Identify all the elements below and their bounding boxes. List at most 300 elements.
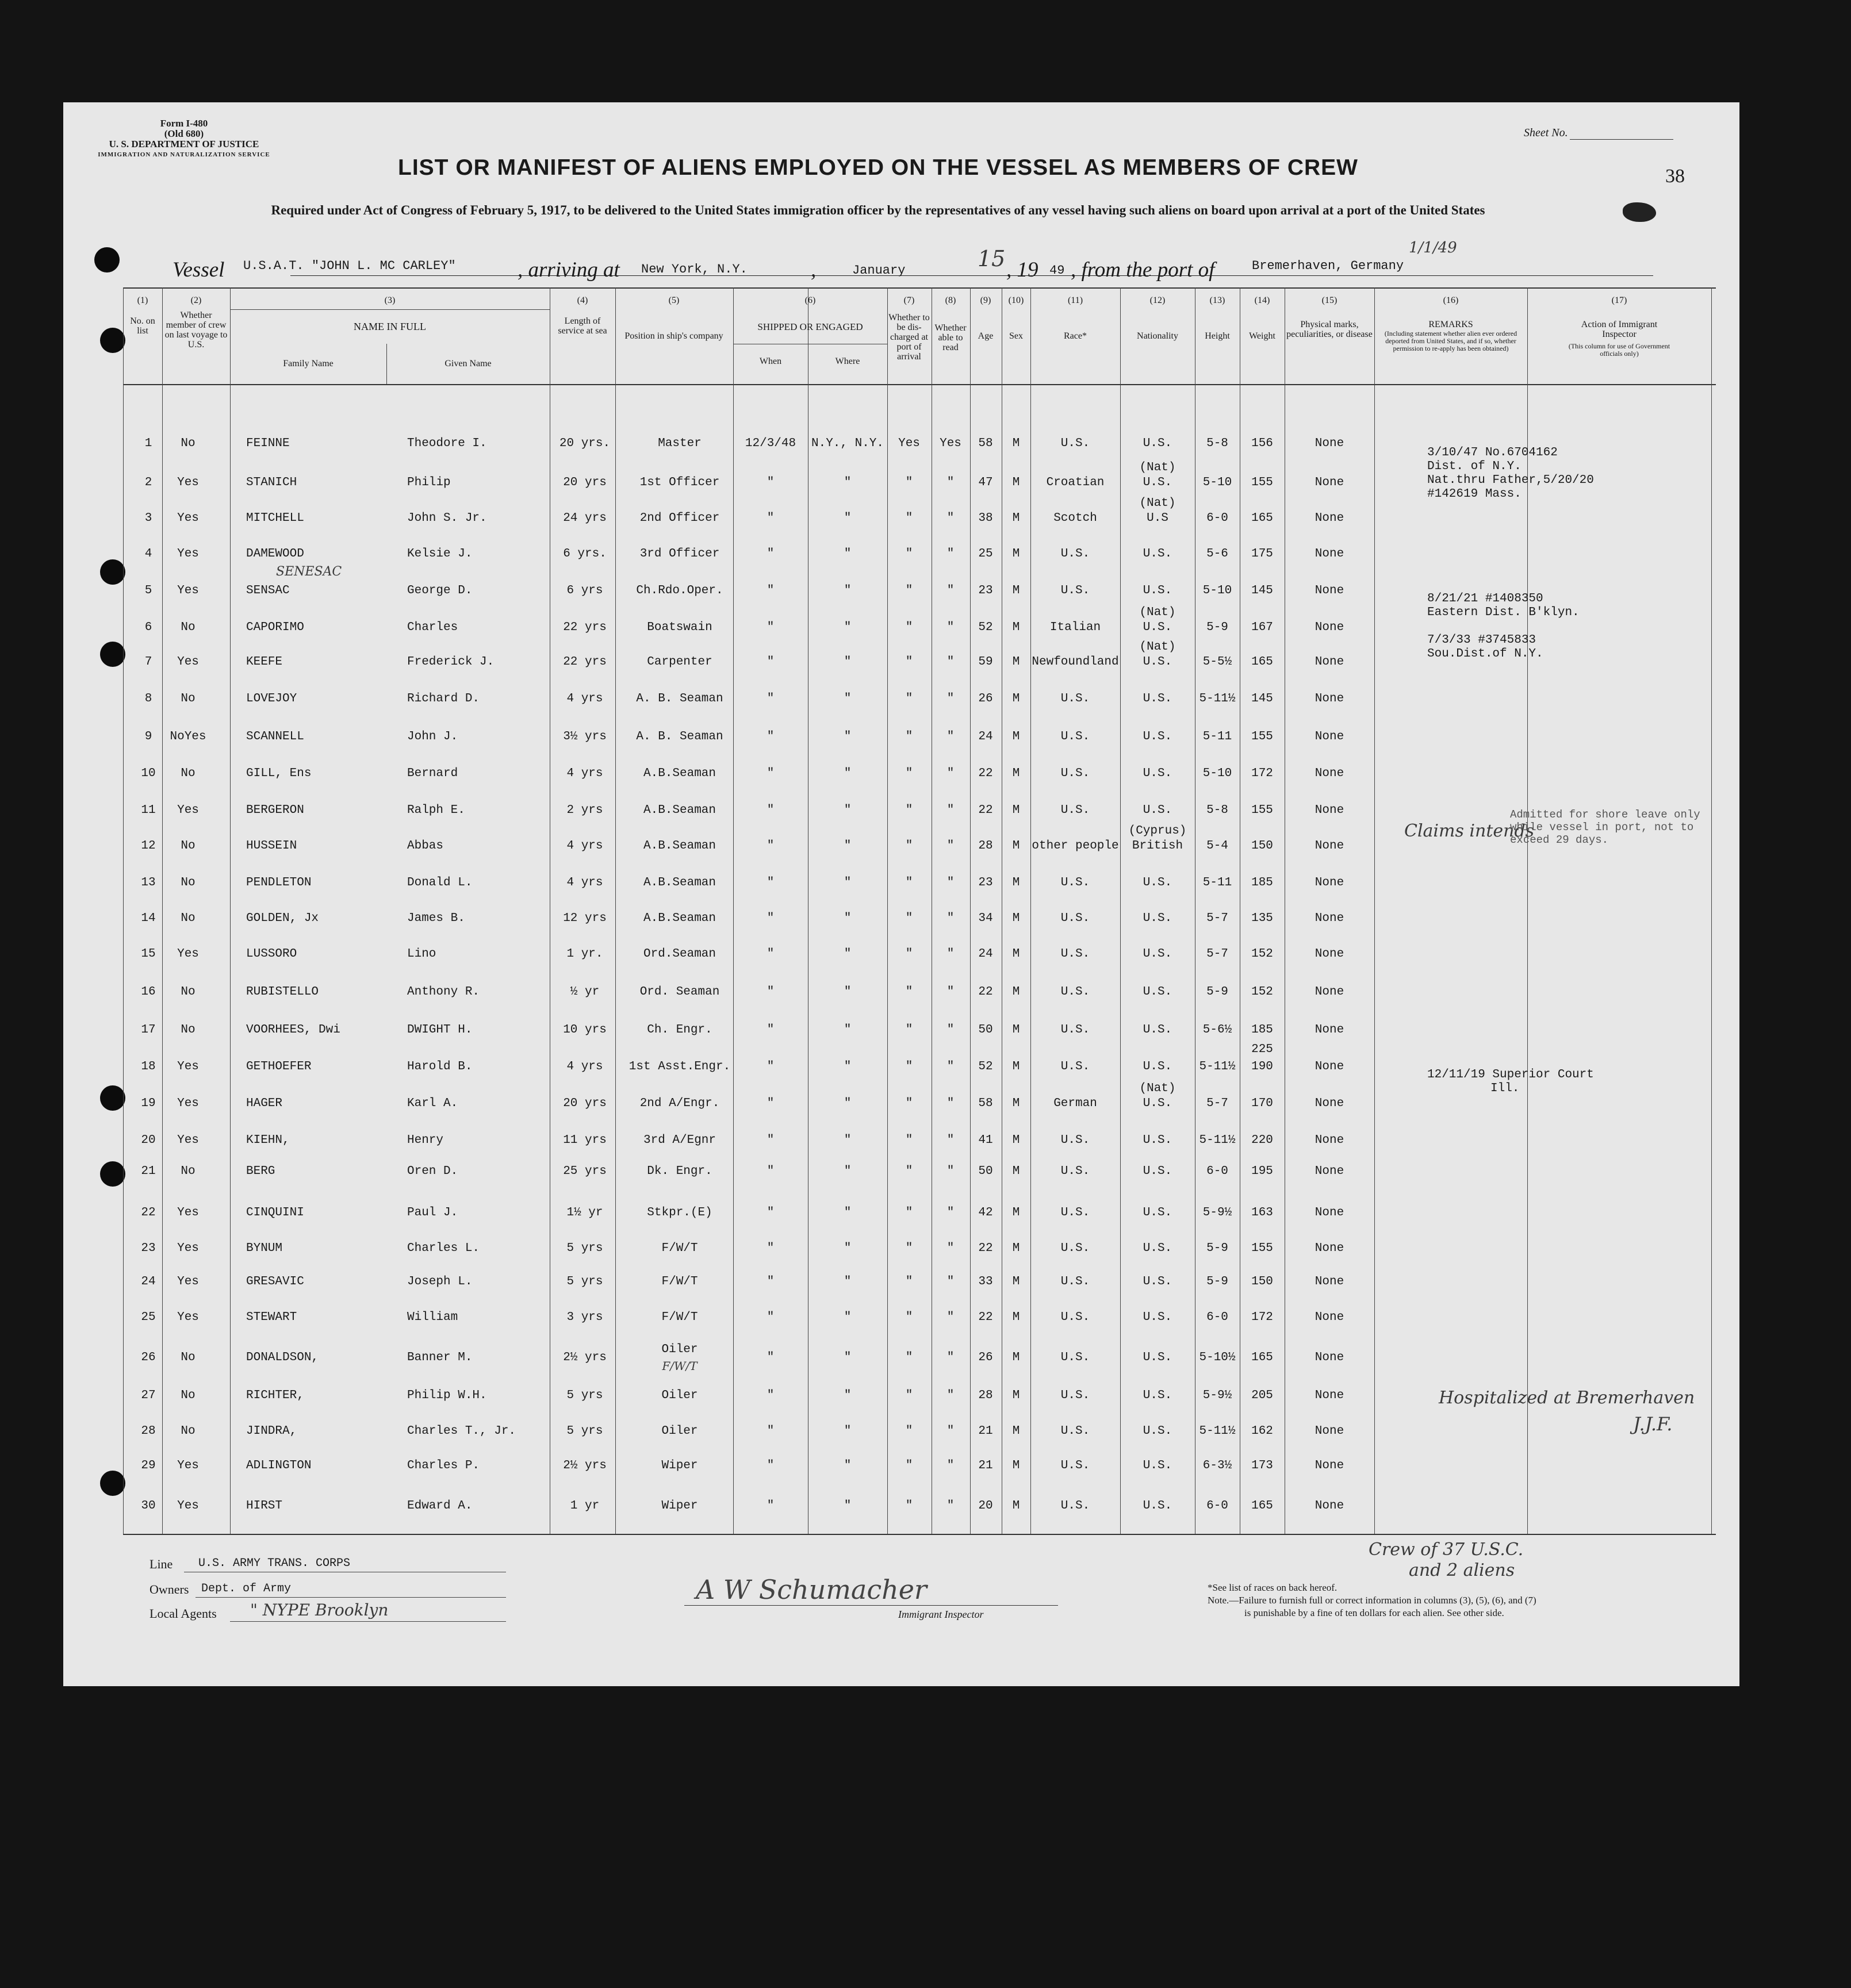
row-number: 5	[144, 584, 152, 597]
race: Italian	[1049, 621, 1101, 634]
sex: M	[1012, 1097, 1020, 1110]
shipped-where: "	[844, 621, 852, 634]
physical-marks: None	[1315, 692, 1344, 705]
crew-note: and 2 aliens	[1409, 1560, 1515, 1580]
discharged-flag: "	[905, 1023, 913, 1037]
vessel-name: U.S.A.T. "JOHN L. MC CARLEY"	[243, 259, 456, 273]
weight-note: 225	[1251, 1043, 1273, 1056]
member-flag: No	[181, 621, 196, 634]
nationality: U.S	[1147, 512, 1168, 525]
shipped-where: "	[844, 1275, 852, 1288]
page-title: LIST OR MANIFEST OF ALIENS EMPLOYED ON THE VESSEL AS MEMBERS OF CREW	[398, 155, 1358, 180]
position: Oiler	[661, 1425, 698, 1438]
height: 6-0	[1206, 1165, 1228, 1178]
position: A. B. Seaman	[636, 730, 723, 743]
remark-handwritten-claims: Claims intends	[1404, 821, 1535, 841]
service-length: 11 yrs	[563, 1134, 607, 1147]
position: Carpenter	[647, 655, 712, 669]
discharged-flag: "	[905, 1060, 913, 1073]
form-identifier: Form I-480 (Old 680) U. S. DEPARTMENT OF JUSTICE IMMIGRATION AND NATURALIZATION SERVICE	[98, 118, 270, 158]
remark-naturalization: 7/3/33 #3745833	[1427, 634, 1536, 647]
col-header-length: Length of service at sea	[558, 316, 607, 336]
service-length: ½ yr	[570, 985, 600, 999]
nationality: U.S.	[1143, 655, 1172, 669]
weight: 190	[1251, 1060, 1273, 1073]
col-rule	[1030, 287, 1031, 1534]
weight: 162	[1251, 1425, 1273, 1438]
position: 1st Asst.Engr.	[629, 1060, 731, 1073]
owners-rule	[196, 1597, 506, 1598]
col-num: (10)	[1008, 295, 1024, 305]
sex: M	[1012, 692, 1020, 705]
service-length: 4 yrs	[566, 1060, 603, 1073]
physical-marks: None	[1315, 547, 1344, 561]
nationality: U.S.	[1143, 1134, 1172, 1147]
family-name: BERGERON	[246, 804, 304, 817]
row-number: 22	[141, 1206, 156, 1219]
row-number: 13	[141, 876, 156, 889]
manifest-sheet	[63, 102, 1739, 1686]
discharged-flag: "	[905, 692, 913, 705]
age: 58	[978, 437, 993, 450]
height: 5-10	[1202, 476, 1232, 489]
nationality: U.S.	[1143, 1351, 1172, 1364]
shipped-where: "	[844, 1499, 852, 1513]
race: U.S.	[1060, 730, 1090, 743]
sex: M	[1012, 767, 1020, 780]
height: 6-0	[1206, 512, 1228, 525]
member-flag: Yes	[177, 1311, 199, 1324]
signature-rule	[684, 1605, 1058, 1606]
discharged-flag: "	[905, 512, 913, 525]
service-length: 22 yrs	[563, 621, 607, 634]
position: 1st Officer	[639, 476, 720, 489]
service-length: 6 yrs.	[563, 547, 607, 561]
remark-naturalization: 12/11/19 Superior Court	[1427, 1068, 1594, 1081]
member-flag: NoYes	[170, 730, 206, 743]
height: 5-6½	[1202, 1023, 1232, 1037]
race: U.S.	[1060, 1459, 1090, 1472]
service-length: 1½ yr	[566, 1206, 603, 1219]
col-header-sex: Sex	[1009, 331, 1023, 341]
position: Stkpr.(E)	[647, 1206, 712, 1219]
given-name: John J.	[407, 730, 458, 743]
member-flag: No	[181, 437, 196, 450]
race: U.S.	[1060, 1060, 1090, 1073]
shipped-where: "	[844, 730, 852, 743]
shipped-where: "	[844, 1165, 852, 1178]
position: 2nd A/Engr.	[639, 1097, 720, 1110]
row-number: 2	[144, 476, 152, 489]
physical-marks: None	[1315, 1242, 1344, 1255]
weight: 173	[1251, 1459, 1273, 1472]
physical-marks: None	[1315, 512, 1344, 525]
sex: M	[1012, 985, 1020, 999]
col-num: (1)	[137, 295, 148, 305]
shipped-where: "	[844, 1351, 852, 1364]
sex: M	[1012, 1311, 1020, 1324]
member-flag: No	[181, 1351, 196, 1364]
family-name: RUBISTELLO	[246, 985, 319, 999]
weight: 150	[1251, 1275, 1273, 1288]
age: 52	[978, 621, 993, 634]
row-number: 26	[141, 1351, 156, 1364]
family-name: FEINNE	[246, 437, 290, 450]
physical-marks: None	[1315, 985, 1344, 999]
col-header-race: Race*	[1064, 331, 1087, 341]
weight: 135	[1251, 912, 1273, 925]
able-read-flag: "	[946, 1165, 955, 1178]
col-header-discharged: Whether to be dis-charged at port of arrival	[888, 313, 930, 362]
given-name: Philip W.H.	[407, 1389, 487, 1402]
row-number: 9	[144, 730, 152, 743]
family-name: DAMEWOOD	[246, 547, 304, 561]
col-header-remarks-note: (Including statement whether alien ever ordered deported from United States, and if so, whether permission to re-apply has been obtained)	[1384, 329, 1517, 352]
nationality: U.S.	[1143, 804, 1172, 817]
nationality-note: (Nat)	[1139, 640, 1176, 654]
height: 5-11½	[1199, 1425, 1236, 1438]
race: U.S.	[1060, 804, 1090, 817]
physical-marks: None	[1315, 1165, 1344, 1178]
age: 50	[978, 1023, 993, 1037]
age: 28	[978, 839, 993, 853]
remark-naturalization: Ill.	[1490, 1082, 1520, 1095]
sex: M	[1012, 1275, 1020, 1288]
arrival-day: 15	[978, 246, 1006, 271]
service-length: 6 yrs	[566, 584, 603, 597]
position-correction: F/W/T	[662, 1359, 698, 1373]
given-name: Joseph L.	[407, 1275, 473, 1288]
age: 22	[978, 1242, 993, 1255]
given-name: Bernard	[407, 767, 458, 780]
service-length: 5 yrs	[566, 1425, 603, 1438]
service-length: 25 yrs	[563, 1165, 607, 1178]
physical-marks: None	[1315, 1459, 1344, 1472]
member-flag: No	[181, 876, 196, 889]
height: 5-9½	[1202, 1389, 1232, 1402]
col-num: (9)	[980, 295, 991, 305]
position: A.B.Seaman	[643, 876, 716, 889]
able-read-flag: "	[946, 912, 955, 925]
physical-marks: None	[1315, 1134, 1344, 1147]
family-name: GILL, Ens	[246, 767, 312, 780]
punch-hole	[100, 1161, 125, 1187]
race: U.S.	[1060, 1242, 1090, 1255]
position: 3rd A/Egnr	[643, 1134, 716, 1147]
given-name: Donald L.	[407, 876, 473, 889]
nationality: U.S.	[1143, 437, 1172, 450]
col-rule	[1120, 287, 1121, 1534]
sex: M	[1012, 1165, 1020, 1178]
age: 34	[978, 912, 993, 925]
family-name: MITCHELL	[246, 512, 304, 525]
able-read-flag: "	[946, 876, 955, 889]
given-name: Theodore I.	[407, 437, 487, 450]
service-length: 5 yrs	[566, 1389, 603, 1402]
given-name: Ralph E.	[407, 804, 465, 817]
discharged-flag: "	[905, 1389, 913, 1402]
col-header-no: No. on list	[130, 316, 155, 336]
sex: M	[1012, 1206, 1020, 1219]
discharged-flag: "	[905, 584, 913, 597]
service-length: 2½ yrs	[563, 1351, 607, 1364]
family-name: LOVEJOY	[246, 692, 297, 705]
nationality: U.S.	[1143, 947, 1172, 961]
row-number: 6	[144, 621, 152, 634]
shipped-when: "	[767, 1097, 775, 1110]
physical-marks: None	[1315, 1389, 1344, 1402]
sex: M	[1012, 655, 1020, 669]
inspector-signature: A W Schumacher	[696, 1574, 927, 1605]
given-name: Karl A.	[407, 1097, 458, 1110]
shipped-when: "	[767, 730, 775, 743]
physical-marks: None	[1315, 1425, 1344, 1438]
page-subtitle: Required under Act of Congress of February 5, 1917, to be delivered to the United States immigration officer by the representatives of any vessel having such aliens on board upon arrival at a port of the United States	[271, 203, 1485, 217]
shipped-when: "	[767, 767, 775, 780]
member-flag: No	[181, 1389, 196, 1402]
age: 38	[978, 512, 993, 525]
height: 5-10½	[1199, 1351, 1236, 1364]
shipped-where: "	[844, 767, 852, 780]
col-header-when: When	[759, 356, 782, 366]
race: Newfoundland	[1032, 655, 1119, 669]
row-number: 8	[144, 692, 152, 705]
col-rule	[1711, 287, 1712, 1534]
race: German	[1053, 1097, 1097, 1110]
physical-marks: None	[1315, 437, 1344, 450]
col-header-remarks: REMARKS	[1428, 320, 1473, 329]
col-header-shipped: SHIPPED OR ENGAGED	[757, 321, 863, 332]
nationality: U.S.	[1143, 1060, 1172, 1073]
family-name: SENSAC	[246, 584, 290, 597]
weight: 195	[1251, 1165, 1273, 1178]
weight: 163	[1251, 1206, 1273, 1219]
height: 5-5½	[1202, 655, 1232, 669]
service-length: 20 yrs	[563, 476, 607, 489]
age: 58	[978, 1097, 993, 1110]
able-read-flag: "	[946, 1023, 955, 1037]
shipped-when: 12/3/48	[745, 437, 796, 450]
age: 59	[978, 655, 993, 669]
races-note: *See list of races on back hereof.	[1208, 1582, 1338, 1593]
weight: 150	[1251, 839, 1273, 853]
age: 41	[978, 1134, 993, 1147]
physical-marks: None	[1315, 912, 1344, 925]
discharged-flag: "	[905, 1097, 913, 1110]
col-header-physical: Physical marks, peculiarities, or disease	[1286, 320, 1373, 339]
row-number: 1	[144, 437, 152, 450]
given-name: Abbas	[407, 839, 444, 853]
able-read-flag: "	[946, 947, 955, 961]
discharged-flag: "	[905, 985, 913, 999]
weight: 145	[1251, 584, 1273, 597]
physical-marks: None	[1315, 947, 1344, 961]
shipped-where: "	[844, 512, 852, 525]
row-number: 15	[141, 947, 156, 961]
race: Croatian	[1046, 476, 1105, 489]
family-name: GOLDEN, Jx	[246, 912, 319, 925]
height: 5-9	[1206, 621, 1228, 634]
weight: 156	[1251, 437, 1273, 450]
service-length: 5 yrs	[566, 1275, 603, 1288]
member-flag: No	[181, 912, 196, 925]
position: A.B.Seaman	[643, 912, 716, 925]
weight: 172	[1251, 767, 1273, 780]
age: 21	[978, 1425, 993, 1438]
age: 20	[978, 1499, 993, 1513]
remark-shore-leave: while vessel in port, not to	[1510, 821, 1694, 834]
physical-marks: None	[1315, 839, 1344, 853]
race: U.S.	[1060, 584, 1090, 597]
position: 3rd Officer	[639, 547, 720, 561]
col-num: (3)	[384, 295, 396, 305]
shipped-where: "	[844, 1023, 852, 1037]
from-port: Bremerhaven, Germany	[1252, 259, 1404, 273]
col-rule	[162, 287, 163, 1534]
punch-hole	[94, 247, 120, 273]
physical-marks: None	[1315, 876, 1344, 889]
height: 6-0	[1206, 1499, 1228, 1513]
position: F/W/T	[661, 1311, 698, 1324]
from-port-label: , from the port of	[1071, 258, 1215, 282]
physical-marks: None	[1315, 730, 1344, 743]
able-read-flag: "	[946, 1459, 955, 1472]
shipped-when: "	[767, 476, 775, 489]
col-header-position: Position in ship's company	[624, 331, 723, 341]
discharged-flag: "	[905, 1242, 913, 1255]
member-flag: Yes	[177, 947, 199, 961]
inspector-label: Immigrant Inspector	[898, 1609, 984, 1620]
col-num: (5)	[668, 295, 680, 305]
height: 5-10	[1202, 767, 1232, 780]
able-read-flag: "	[946, 804, 955, 817]
able-read-flag: "	[946, 1275, 955, 1288]
height: 5-11½	[1199, 1060, 1236, 1073]
shipped-when: "	[767, 1425, 775, 1438]
col-rule	[970, 287, 971, 1534]
height: 5-9½	[1202, 1206, 1232, 1219]
discharged-flag: "	[905, 547, 913, 561]
family-name: STANICH	[246, 476, 297, 489]
given-name: Richard D.	[407, 692, 480, 705]
physical-marks: None	[1315, 1097, 1344, 1110]
row-number: 4	[144, 547, 152, 561]
age: 21	[978, 1459, 993, 1472]
nationality: U.S.	[1143, 767, 1172, 780]
weight: 175	[1251, 547, 1273, 561]
able-read-flag: "	[946, 839, 955, 853]
age: 28	[978, 1389, 993, 1402]
discharged-flag: "	[905, 1311, 913, 1324]
race: U.S.	[1060, 437, 1090, 450]
punch-hole	[100, 328, 125, 353]
shipped-when: "	[767, 1242, 775, 1255]
shipped-when: "	[767, 512, 775, 525]
family-name: SCANNELL	[246, 730, 304, 743]
position: Ord.Seaman	[643, 947, 716, 961]
table-bottom-rule	[123, 1534, 1716, 1535]
able-read-flag: "	[946, 1351, 955, 1364]
weight: 165	[1251, 1499, 1273, 1513]
sex: M	[1012, 912, 1020, 925]
shipped-where: "	[844, 1242, 852, 1255]
given-name: Charles T., Jr.	[407, 1425, 516, 1438]
remark-shore-leave: exceed 29 days.	[1510, 834, 1609, 846]
weight: 155	[1251, 476, 1273, 489]
col-header-height: Height	[1205, 331, 1230, 341]
position: A.B.Seaman	[643, 839, 716, 853]
agents-value: " NYPE Brooklyn	[250, 1601, 389, 1619]
discharged-flag: "	[905, 1275, 913, 1288]
weight: 155	[1251, 1242, 1273, 1255]
row-number: 7	[144, 655, 152, 669]
row-number: 30	[141, 1499, 156, 1513]
weight: 155	[1251, 804, 1273, 817]
height: 5-7	[1206, 912, 1228, 925]
col-header-member: Whether member of crew on last voyage to U.S.	[164, 310, 228, 350]
weight: 185	[1251, 1023, 1273, 1037]
service-length: 2 yrs	[566, 804, 603, 817]
row-number: 24	[141, 1275, 156, 1288]
nationality-note: (Nat)	[1139, 606, 1176, 619]
sex: M	[1012, 1425, 1020, 1438]
member-flag: No	[181, 767, 196, 780]
row-number: 3	[144, 512, 152, 525]
nationality: U.S.	[1143, 1097, 1172, 1110]
age: 24	[978, 730, 993, 743]
weight: 220	[1251, 1134, 1273, 1147]
family-name: HAGER	[246, 1097, 283, 1110]
discharged-flag: "	[905, 655, 913, 669]
position: Boatswain	[647, 621, 712, 634]
sex: M	[1012, 437, 1020, 450]
nationality: U.S.	[1143, 547, 1172, 561]
height: 5-11	[1202, 876, 1232, 889]
weight: 167	[1251, 621, 1273, 634]
height: 5-7	[1206, 1097, 1228, 1110]
vessel-label: Vessel	[173, 258, 225, 282]
sex: M	[1012, 476, 1020, 489]
height: 5-11½	[1199, 1134, 1236, 1147]
shipped-where: "	[844, 1389, 852, 1402]
member-flag: Yes	[177, 547, 199, 561]
age: 22	[978, 767, 993, 780]
service-length: 5 yrs	[566, 1242, 603, 1255]
physical-marks: None	[1315, 1206, 1344, 1219]
service-length: 10 yrs	[563, 1023, 607, 1037]
discharged-flag: "	[905, 621, 913, 634]
height: 5-9	[1206, 985, 1228, 999]
nationality: U.S.	[1143, 1165, 1172, 1178]
shipped-where: "	[844, 1060, 852, 1073]
shipped-when: "	[767, 1023, 775, 1037]
able-read-flag: "	[946, 655, 955, 669]
family-name: KEEFE	[246, 655, 283, 669]
arriving-label: , arriving at	[518, 258, 620, 282]
age: 23	[978, 876, 993, 889]
height: 6-3½	[1202, 1459, 1232, 1472]
col-num: (17)	[1611, 295, 1627, 305]
nationality: U.S.	[1143, 692, 1172, 705]
age: 26	[978, 692, 993, 705]
discharged-flag: Yes	[898, 437, 920, 450]
physical-marks: None	[1315, 1275, 1344, 1288]
col-header-age: Age	[978, 331, 994, 341]
given-name: Edward A.	[407, 1499, 473, 1513]
able-read-flag: "	[946, 512, 955, 525]
shipped-when: "	[767, 621, 775, 634]
shipped-where: "	[844, 1459, 852, 1472]
